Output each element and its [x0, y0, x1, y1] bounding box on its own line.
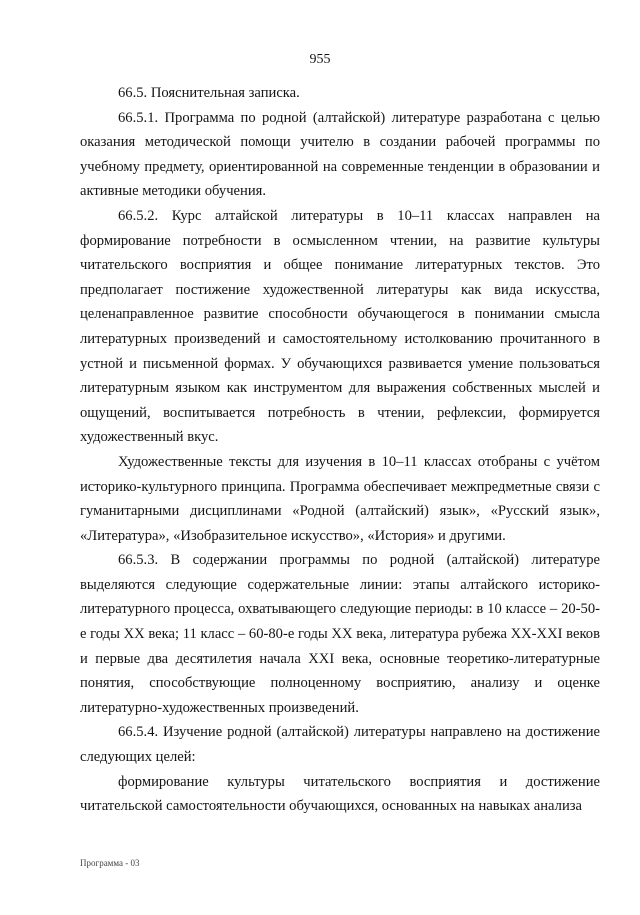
paragraph-goal-item: формирование культуры читательского восприятия и достижение читательской самостоятельности обучающихся, основанных на навыках анализа — [80, 773, 600, 815]
paragraph-texts-selection: Художественные тексты для изучения в 10–11 классах отобраны с учётом историко-культурного принципа. Программа обеспечивает межпредметные связи с гуманитарными дисциплинами «Родной (алтайский) язык», «Русский язык», «Литература», «Изобразительное искусство», «История» и другими. — [80, 453, 600, 544]
footer-label: Программа - 03 — [80, 858, 140, 868]
page-number: 955 — [309, 52, 331, 67]
paragraph-66-5-2: 66.5.2. Курс алтайской литературы в 10–11 классах направлен на формирование потребности в осмысленном чтении, на развитие культуры читательского восприятия и общее понимание литературных текстов. Это предполагает постижение художественной литературы как вида искусства, целенаправленное развитие способности обучающегося в понимании смысла литературных произведений и самостоятельному истолкованию прочитанного в устной и письменной формах. У обучающихся развивается умение пользоваться литературным языком как инструментом для выражения собственных мыслей и ощущений, воспитывается потребность в чтении, рефлексии, формируется художественный вкус. — [80, 207, 600, 446]
paragraph-66-5-1: 66.5.1. Программа по родной (алтайской) литературе разработана с целью оказания методической помощи учителю в создании рабочей программы по учебному предмету, ориентированной на современные тенденции в образовании и активные методики обучения. — [80, 109, 600, 200]
section-heading: 66.5. Пояснительная записка. — [118, 85, 300, 101]
document-body — [80, 81, 600, 819]
paragraph-66-5-3: 66.5.3. В содержании программы по родной (алтайской) литературе выделяются следующие содержательные линии: этапы алтайского историко-литературного процесса, охватывающего следующие периоды: в 10 классе – 20-50-е годы XX века; 11 класс – 60-80-е годы XX века, литература рубежа XX-XXI веков и первые два десятилетия начала XXI века, основные теоретико-литературные понятия, способствующие полноценному восприятию, анализу и оценке литературно-художественных произведений. — [80, 552, 600, 716]
paragraph-66-5-4: 66.5.4. Изучение родной (алтайской) литературы направлено на достижение следующих целей: — [80, 724, 600, 766]
